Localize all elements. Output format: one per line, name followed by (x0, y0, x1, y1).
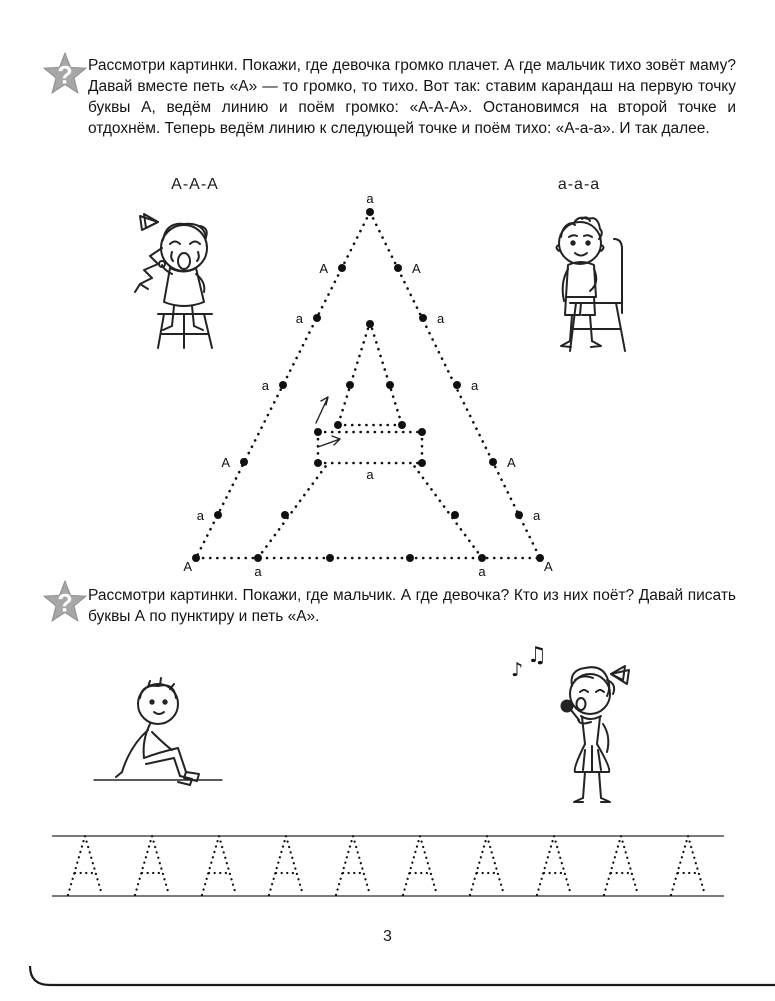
svg-text:а: а (261, 378, 269, 393)
page-frame (0, 958, 775, 1001)
singing-girl-illustration (495, 640, 670, 822)
question-star-icon (42, 580, 88, 626)
letter-a-outline (196, 212, 540, 558)
svg-text:А: А (221, 455, 230, 470)
svg-text:а: а (533, 508, 541, 523)
question-mark-glyph: ? (57, 589, 73, 618)
svg-text:а: а (196, 508, 204, 523)
svg-text:а: а (366, 467, 374, 482)
svg-text:а: а (254, 564, 262, 579)
music-note-icon: ♪ (511, 659, 524, 681)
quiet-label: а-а-а (557, 176, 601, 193)
tracing-strip (52, 828, 724, 906)
svg-text:а: а (366, 191, 374, 206)
sitting-boy-illustration (88, 674, 233, 804)
music-note-icon: ♫ (527, 643, 547, 668)
dotted-letter-a (180, 191, 556, 587)
task2-instructions: Рассмотри картинки. Покажи, где мальчик. А где девочка? Кто из них поёт? Давай писать буквы А по пунктиру и петь «А». (88, 587, 736, 626)
loud-label: А-А-А (171, 176, 219, 193)
svg-text:А: А (507, 455, 516, 470)
question-star-icon (42, 52, 88, 98)
svg-text:А: А (544, 559, 553, 574)
svg-text:а: а (471, 378, 479, 393)
tracing-letters (68, 836, 705, 895)
svg-text:а: а (437, 311, 445, 326)
svg-text:А: А (183, 559, 192, 574)
svg-text:А: А (319, 261, 328, 276)
letter-a-points (183, 191, 553, 579)
direction-arrow (318, 436, 340, 447)
question-mark-glyph: ? (57, 61, 73, 90)
svg-text:А: А (412, 261, 421, 276)
page-number: 3 (383, 928, 392, 945)
svg-text:а: а (478, 564, 486, 579)
svg-text:а: а (295, 311, 303, 326)
direction-arrow (316, 397, 328, 423)
task1-instructions: Рассмотри картинки. Покажи, где девочка громко плачет. А где мальчик тихо зовёт маму? Давай вместе петь «А» — то громко, то тихо. Вот так: ставим карандаш на первую точку буквы А, ведём линию и поём громко: «А-А-А». Остановимся на второй точке и отдохнём. Теперь ведём линию к следующей точке и поём тихо: «А-а-а». И так далее. (88, 57, 736, 138)
